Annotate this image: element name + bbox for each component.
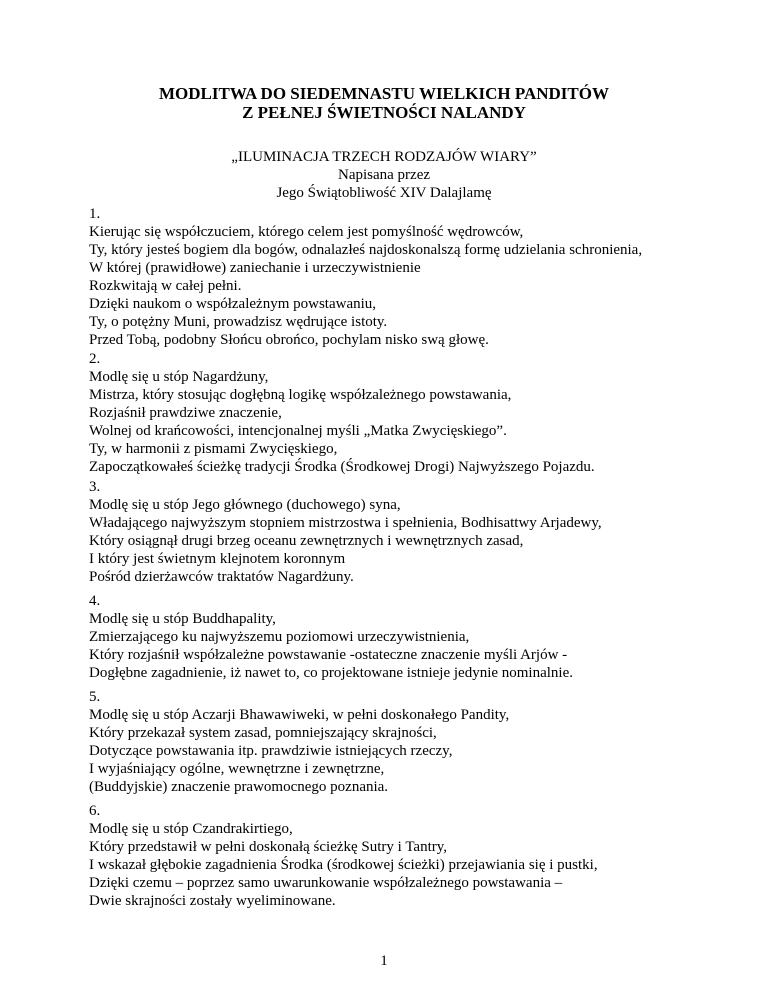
stanza-number: 5.: [89, 689, 101, 705]
stanza-line: Mistrza, który stosując dogłębną logikę współzależnego powstawania,: [89, 387, 512, 403]
stanza-line: Pośród dzierżawców traktatów Nagardżuny.: [89, 569, 354, 585]
stanza-1: [89, 205, 729, 349]
stanza-number: 1.: [89, 206, 101, 222]
stanza-line: (Buddyjskie) znaczenie prawomocnego poznania.: [89, 779, 389, 795]
stanza-line: Wolnej od krańcowości, intencjonalnej myśli „Matka Zwycięskiego”.: [89, 423, 507, 439]
stanza-line: Modlę się u stóp Czandrakirtiego,: [89, 821, 293, 837]
stanza-line: Dwie skrajności zostały wyeliminowane.: [89, 893, 336, 909]
stanza-line: Ty, w harmonii z pismami Zwycięskiego,: [89, 441, 338, 457]
stanza-line: Który przedstawił w pełni doskonałą ścieżkę Sutry i Tantry,: [89, 839, 448, 855]
stanza-line: I wskazał głębokie zagadnienia Środka (środkowej ścieżki) przejawiania się i pustki,: [89, 857, 598, 873]
subtitle: „ILUMINACJA TRZECH RODZAJÓW WIARY”: [231, 149, 537, 165]
stanza-line: Rozkwitają w całej pełni.: [89, 278, 242, 294]
stanza-line: Który osiągnął drugi brzeg oceanu zewnętrznych i wewnętrznych zasad,: [89, 533, 524, 549]
stanza-line: I wyjaśniający ogólne, wewnętrzne i zewnętrzne,: [89, 761, 385, 777]
stanza-line: Modlę się u stóp Jego głównego (duchowego) syna,: [89, 497, 401, 513]
stanza-line: Zmierzającego ku najwyższemu poziomowi urzeczywistnienia,: [89, 629, 470, 645]
stanza-line: Ty, o potężny Muni, prowadzisz wędrujące istoty.: [89, 314, 388, 330]
stanza-line: Rozjaśnił prawdziwe znaczenie,: [89, 405, 282, 421]
stanza-6: [89, 802, 729, 910]
stanza-line: Który rozjaśnił współzależne powstawanie -ostateczne znaczenie myśli Arjów -: [89, 647, 568, 663]
stanza-line: Ty, który jesteś bogiem dla bogów, odnalazłeś najdoskonalszą formę udzielania schronienia,: [89, 242, 643, 258]
stanza-line: Dotyczące powstawania itp. prawdziwie istniejących rzeczy,: [89, 743, 453, 759]
stanza-line: Władającego najwyższym stopniem mistrzostwa i spełnienia, Bodhisattwy Arjadewy,: [89, 515, 602, 531]
stanza-line: Dzięki czemu – poprzez samo uwarunkowanie współzależnego powstawania –: [89, 875, 563, 891]
title-line-2: Z PEŁNEJ ŚWIETNOŚCI NALANDY: [242, 103, 526, 122]
stanza-number: 6.: [89, 803, 101, 819]
stanza-line: Kierując się współczuciem, którego celem jest pomyślność wędrowców,: [89, 224, 524, 240]
title-line-1: MODLITWA DO SIEDEMNASTU WIELKICH PANDITÓW: [159, 84, 609, 103]
stanza-number: 3.: [89, 479, 101, 495]
stanza-3: [89, 478, 729, 586]
page-number: 1: [380, 953, 388, 969]
stanza-line: Modlę się u stóp Nagardżuny,: [89, 369, 269, 385]
stanza-line: Modlę się u stóp Buddhapality,: [89, 611, 276, 627]
stanza-line: W której (prawidłowe) zaniechanie i urzeczywistnienie: [89, 260, 421, 276]
stanza-line: Dzięki naukom o współzależnym powstawaniu,: [89, 296, 377, 312]
stanza-4: [89, 592, 729, 682]
stanza-2: [89, 350, 729, 476]
stanza-number: 4.: [89, 593, 101, 609]
author: Jego Świątobliwość XIV Dalajlamę: [276, 185, 492, 201]
stanza-5: [89, 688, 729, 796]
stanza-line: Przed Tobą, podobny Słońcu obrońco, pochylam nisko swą głowę.: [89, 332, 489, 348]
stanza-line: Zapoczątkowałeś ścieżkę tradycji Środka (Środkowej Drogi) Najwyższego Pojazdu.: [89, 459, 595, 475]
stanza-line: Który przekazał system zasad, pomniejszający skrajności,: [89, 725, 437, 741]
stanza-number: 2.: [89, 351, 101, 367]
written-by: Napisana przez: [337, 167, 431, 183]
stanza-line: Dogłębne zagadnienie, iż nawet to, co projektowane istnieje jedynie nominalnie.: [89, 665, 573, 681]
stanza-line: I który jest świetnym klejnotem koronnym: [89, 551, 346, 567]
stanza-line: Modlę się u stóp Aczarji Bhawawiweki, w pełni doskonałego Pandity,: [89, 707, 510, 723]
